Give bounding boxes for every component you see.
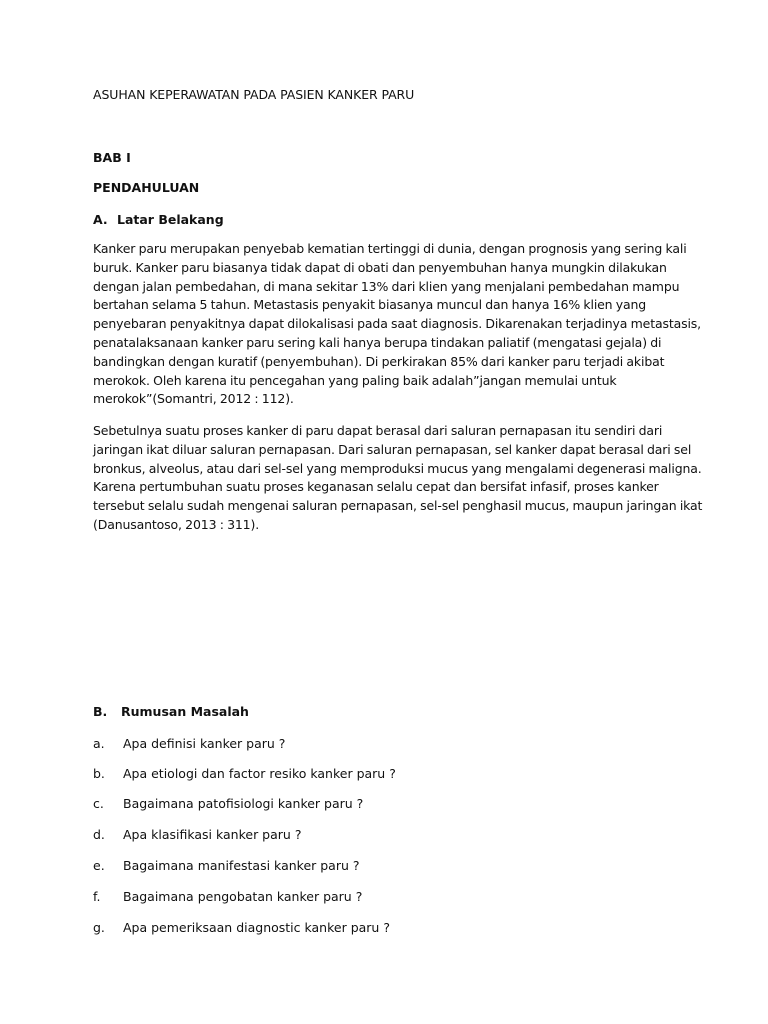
paragraph-line: jaringan ikat diluar saluran pernapasan. Dari saluran pernapasan, sel kanker dapat berasal dari sel bbox=[93, 441, 692, 457]
question-marker: e. bbox=[93, 858, 105, 873]
section-b-heading bbox=[93, 704, 249, 719]
paragraph-line: Sebetulnya suatu proses kanker di paru dapat berasal dari saluran pernapasan itu sendiri dari bbox=[93, 423, 663, 438]
paragraph-line: bronkus, alveolus, atau dari sel-sel yang memproduksi mucus yang mengalami degenerasi maligna. bbox=[93, 460, 702, 476]
question-item bbox=[93, 920, 390, 935]
paragraph-line: dengan jalan pembedahan, di mana sekitar 13% dari klien yang menjalani pembedahan mampu bbox=[93, 278, 680, 294]
question-text: Apa definisi kanker paru ? bbox=[123, 736, 286, 751]
document-title: ASUHAN KEPERAWATAN PADA PASIEN KANKER PARU bbox=[93, 87, 415, 102]
section-a-heading bbox=[93, 212, 224, 227]
chapter-label: BAB I bbox=[93, 150, 131, 165]
background-paragraph-2 bbox=[93, 422, 703, 535]
section-b-marker: B. bbox=[93, 704, 108, 719]
question-marker: g. bbox=[93, 920, 105, 935]
paragraph-line: bandingkan dengan kuratif (penyembuhan). Di perkirakan 85% dari kanker paru terjadi akibat bbox=[93, 353, 665, 369]
question-marker: a. bbox=[93, 736, 105, 751]
question-text: Bagaimana pengobatan kanker paru ? bbox=[123, 889, 363, 904]
question-text: Bagaimana manifestasi kanker paru ? bbox=[123, 858, 360, 873]
question-item bbox=[93, 889, 362, 904]
question-marker: f. bbox=[93, 889, 101, 904]
paragraph-line: tersebut selalu sudah mengenai saluran pernapasan, sel-sel penghasil mucus, maupun jaringan ikat bbox=[93, 498, 703, 514]
question-marker: d. bbox=[93, 827, 105, 842]
paragraph-line: merokok. Oleh karena itu pencegahan yang paling baik adalah”jangan memulai untuk bbox=[93, 372, 617, 388]
paragraph-line: bertahan selama 5 tahun. Metastasis penyakit biasanya muncul dan hanya 16% klien yang bbox=[93, 297, 647, 313]
paragraph-line: merokok”(Somantri, 2012 : 112). bbox=[93, 391, 294, 407]
background-paragraph-1 bbox=[93, 240, 701, 409]
question-item bbox=[93, 858, 360, 873]
section-a-title: Latar Belakang bbox=[117, 212, 224, 227]
question-text: Apa pemeriksaan diagnostic kanker paru ? bbox=[123, 920, 390, 935]
question-item bbox=[93, 796, 363, 811]
paragraph-line: (Danusantoso, 2013 : 311). bbox=[93, 516, 260, 532]
paragraph-line: Karena pertumbuhan suatu proses keganasan selalu cepat dan bersifat infasif, proses kanker bbox=[93, 479, 659, 495]
section-a-marker: A. bbox=[93, 212, 108, 227]
question-text: Apa etiologi dan factor resiko kanker paru ? bbox=[123, 766, 396, 781]
paragraph-line: penatalaksanaan kanker paru sering kali hanya berupa tindakan paliatif (mengatasi gejala) di bbox=[93, 334, 662, 350]
question-marker: c. bbox=[93, 796, 104, 811]
question-text: Bagaimana patofisiologi kanker paru ? bbox=[123, 796, 364, 811]
question-text: Apa klasifikasi kanker paru ? bbox=[123, 827, 302, 842]
section-b-title: Rumusan Masalah bbox=[121, 704, 249, 719]
question-marker: b. bbox=[93, 766, 105, 781]
chapter-title: PENDAHULUAN bbox=[93, 180, 200, 195]
question-item bbox=[93, 736, 285, 751]
question-item bbox=[93, 827, 301, 842]
paragraph-line: buruk. Kanker paru biasanya tidak dapat di obati dan penyembuhan hanya mungkin dilakukan bbox=[93, 259, 667, 275]
question-item bbox=[93, 766, 396, 781]
paragraph-line: Kanker paru merupakan penyebab kematian tertinggi di dunia, dengan prognosis yang sering kali bbox=[93, 241, 687, 256]
paragraph-line: penyebaran penyakitnya dapat dilokalisasi pada saat diagnosis. Dikarenakan terjadinya metastasis, bbox=[93, 316, 701, 332]
